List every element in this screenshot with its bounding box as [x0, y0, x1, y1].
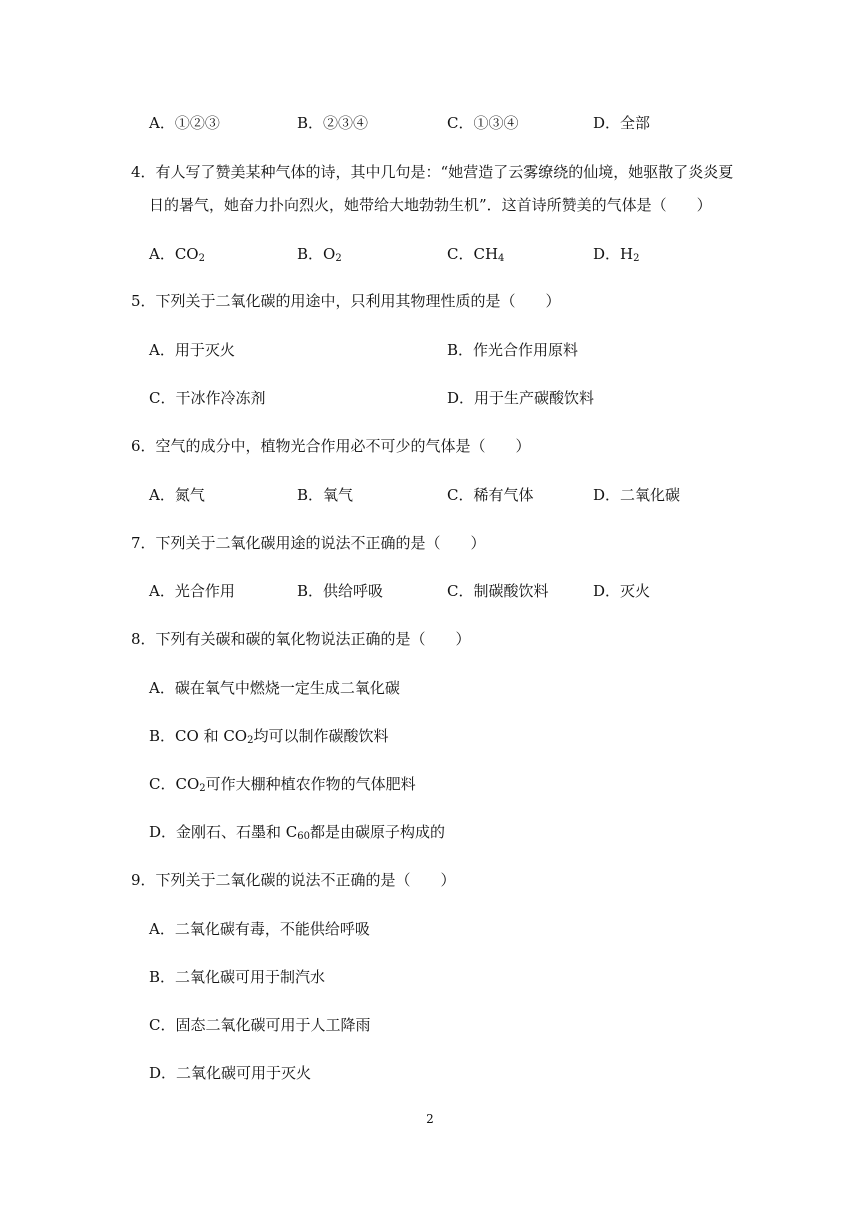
- q3-option-b: B．②③④: [297, 114, 369, 132]
- q7-option-c: C．制碳酸饮料: [447, 582, 549, 600]
- q6-option-c: C．稀有气体: [447, 486, 534, 504]
- q5-option-c: C．干冰作冷冻剂: [149, 389, 266, 407]
- q7-options: [149, 580, 769, 602]
- q5-option-d: D．用于生产碳酸饮料: [447, 389, 595, 407]
- q7-option-d: D．灭火: [593, 582, 651, 600]
- q4-option-d: D．$H_2$: [593, 245, 640, 264]
- page-number: 2: [426, 1112, 434, 1126]
- q3-option-c: C．①③④: [447, 114, 519, 132]
- q8-option-c: C．$CO_2$可作大棚种植农作物的气体肥料: [149, 775, 416, 794]
- q4-option-a: A．$CO_2$: [149, 245, 205, 264]
- q8-option-d: D．金刚石、石墨和 $C_{60}$都是由碳原子构成的: [149, 823, 446, 842]
- q6-option-a: A．氮气: [149, 486, 205, 504]
- q4-option-b: B．$O_2$: [297, 245, 342, 264]
- q9-option-a: A．二氧化碳有毒，不能供给呼吸: [149, 920, 370, 938]
- q9-option-d: D．二氧化碳可用于灭火: [149, 1064, 312, 1082]
- q3-options: [149, 112, 769, 134]
- q3-option-d: D．全部: [593, 114, 651, 132]
- q5-option-b: B．作光合作用原料: [447, 341, 579, 359]
- q3-option-a: A．①②③: [149, 114, 220, 132]
- q4-option-c: C．$CH_4$: [447, 245, 505, 264]
- q6-stem: 6．空气的成分中，植物光合作用必不可少的气体是（ ）: [131, 437, 531, 455]
- q4-stem-line2: 日的暑气，她奋力扑向烈火，她带给大地勃勃生机”．这首诗所赞美的气体是（ ）: [149, 196, 712, 214]
- q8-stem: 8．下列有关碳和碳的氧化物说法正确的是（ ）: [131, 630, 471, 648]
- q9-option-b: B．二氧化碳可用于制汽水: [149, 968, 326, 986]
- q7-option-b: B．供给呼吸: [297, 582, 384, 600]
- q5-options-row2: [149, 387, 769, 409]
- q8-option-a: A．碳在氧气中燃烧一定生成二氧化碳: [149, 679, 400, 697]
- q7-stem: 7．下列关于二氧化碳用途的说法不正确的是（ ）: [131, 534, 486, 552]
- q8-option-b: B．CO 和 $CO_2$均可以制作碳酸饮料: [149, 727, 389, 746]
- q7-option-a: A．光合作用: [149, 582, 235, 600]
- q4-options: [149, 243, 769, 265]
- q6-options: [149, 484, 769, 506]
- q6-option-b: B．氧气: [297, 486, 354, 504]
- q9-stem: 9．下列关于二氧化碳的说法不正确的是（ ）: [131, 871, 456, 889]
- q4-stem-line1: 4．有人写了赞美某种气体的诗，其中几句是：“她营造了云雾缭绕的仙境，她驱散了炎炎夏: [131, 163, 734, 181]
- q5-option-a: A．用于灭火: [149, 341, 235, 359]
- q5-stem: 5．下列关于二氧化碳的用途中，只利用其物理性质的是（ ）: [131, 292, 561, 310]
- q6-option-d: D．二氧化碳: [593, 486, 681, 504]
- q9-option-c: C．固态二氧化碳可用于人工降雨: [149, 1016, 371, 1034]
- q5-options-row1: [149, 339, 769, 361]
